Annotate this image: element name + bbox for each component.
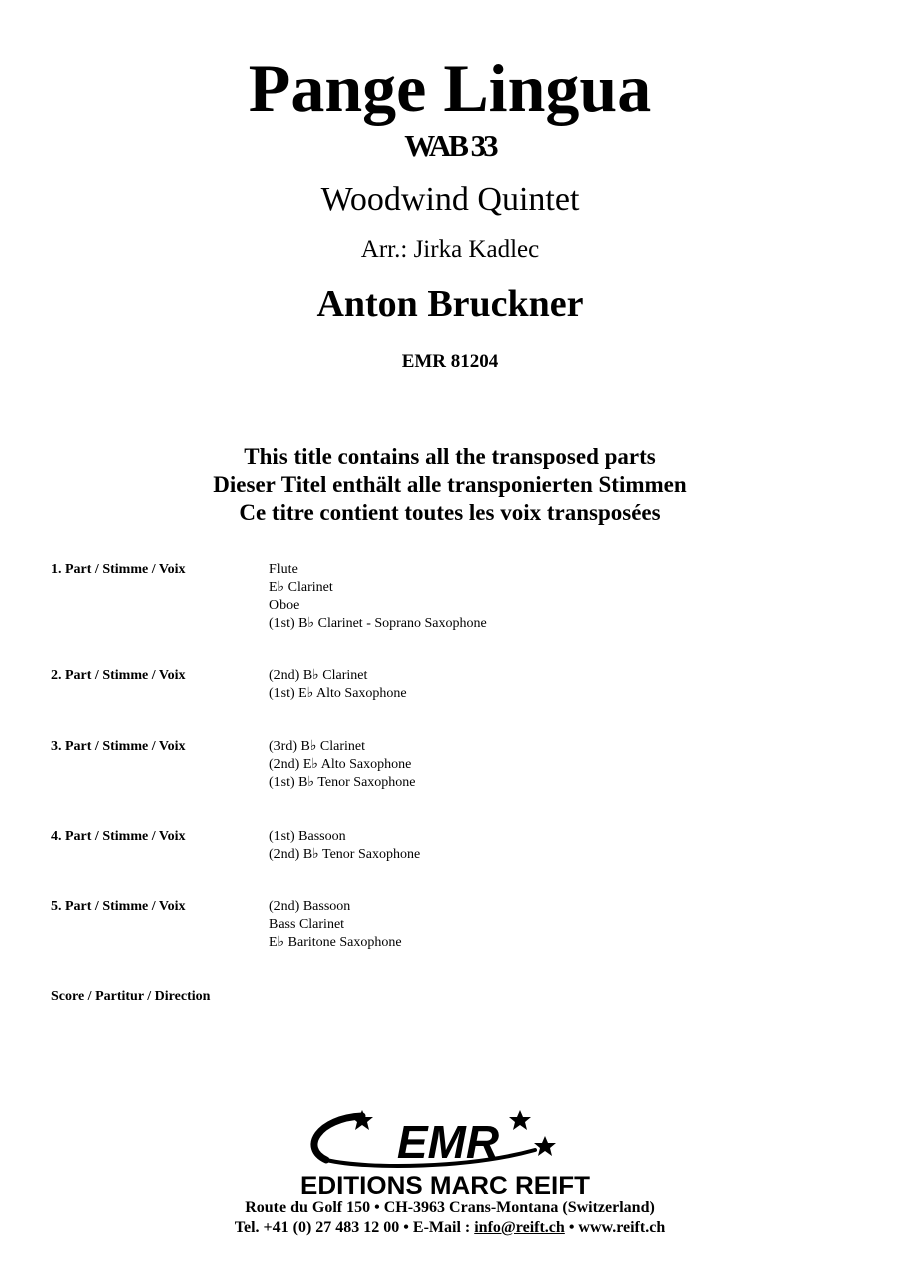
instrument-item: (3rd) B♭ Clarinet: [269, 739, 366, 754]
part-5-instruments: [269, 898, 402, 952]
instrument-item: (1st) B♭ Tenor Saxophone: [269, 775, 416, 790]
edition-number: EMR 81204: [401, 351, 499, 372]
part-5-label: 5. Part / Stimme / Voix: [51, 899, 186, 914]
instrument-item: (2nd) E♭ Alto Saxophone: [269, 757, 412, 772]
instrument-item: (2nd) B♭ Tenor Saxophone: [269, 847, 421, 862]
part-3-instruments: [269, 738, 416, 792]
publisher-name: EDITIONS MARC REIFT: [300, 1172, 590, 1198]
instrument-item: Bass Clarinet: [269, 917, 345, 932]
part-4-instruments: [269, 828, 420, 864]
composer: Anton Bruckner: [316, 283, 584, 325]
part-1-label: 1. Part / Stimme / Voix: [51, 562, 186, 577]
transposition-notes: [0, 443, 900, 527]
contact-website: • www.reift.ch: [564, 1219, 666, 1236]
part-2-label: 2. Part / Stimme / Voix: [51, 668, 186, 683]
instrument-item: (1st) B♭ Clarinet - Soprano Saxophone: [269, 616, 487, 631]
logo-text: EMR: [396, 1116, 500, 1168]
title: Pange Lingua: [248, 50, 652, 126]
part-2-instruments: [269, 667, 407, 703]
note-english: This title contains all the transposed parts: [244, 444, 656, 469]
part-4-label: 4. Part / Stimme / Voix: [51, 829, 186, 844]
instrument-item: Oboe: [269, 598, 300, 613]
instrument-item: E♭ Baritone Saxophone: [269, 935, 402, 950]
part-1-instruments: [269, 561, 487, 633]
part-3-label: 3. Part / Stimme / Voix: [51, 739, 186, 754]
contact-phone: Tel. +41 (0) 27 483 12 00 • E-Mail :: [234, 1219, 475, 1236]
email-link[interactable]: info@reift.ch: [474, 1219, 565, 1236]
publisher-contact: [0, 1218, 900, 1238]
note-german: Dieser Titel enthält alle transponierten Stimmen: [213, 472, 687, 497]
arranger: Arr.: Jirka Kadlec: [360, 236, 540, 263]
note-french: Ce titre contient toutes les voix transposées: [239, 500, 661, 525]
emr-logo: [300, 1108, 600, 1198]
instrument-item: (2nd) B♭ Clarinet: [269, 668, 368, 683]
catalog-number: WAB 33: [404, 128, 496, 163]
instrument-item: (1st) E♭ Alto Saxophone: [269, 686, 407, 701]
instrument-item: (2nd) Bassoon: [269, 899, 351, 914]
instrument-item: Flute: [269, 562, 298, 577]
publisher-address: Route du Golf 150 • CH-3963 Crans-Montana (Switzerland): [245, 1199, 655, 1216]
subtitle: Woodwind Quintet: [320, 181, 580, 218]
score-label: Score / Partitur / Direction: [51, 989, 211, 1004]
instrument-item: (1st) Bassoon: [269, 829, 346, 844]
instrument-item: E♭ Clarinet: [269, 580, 333, 595]
